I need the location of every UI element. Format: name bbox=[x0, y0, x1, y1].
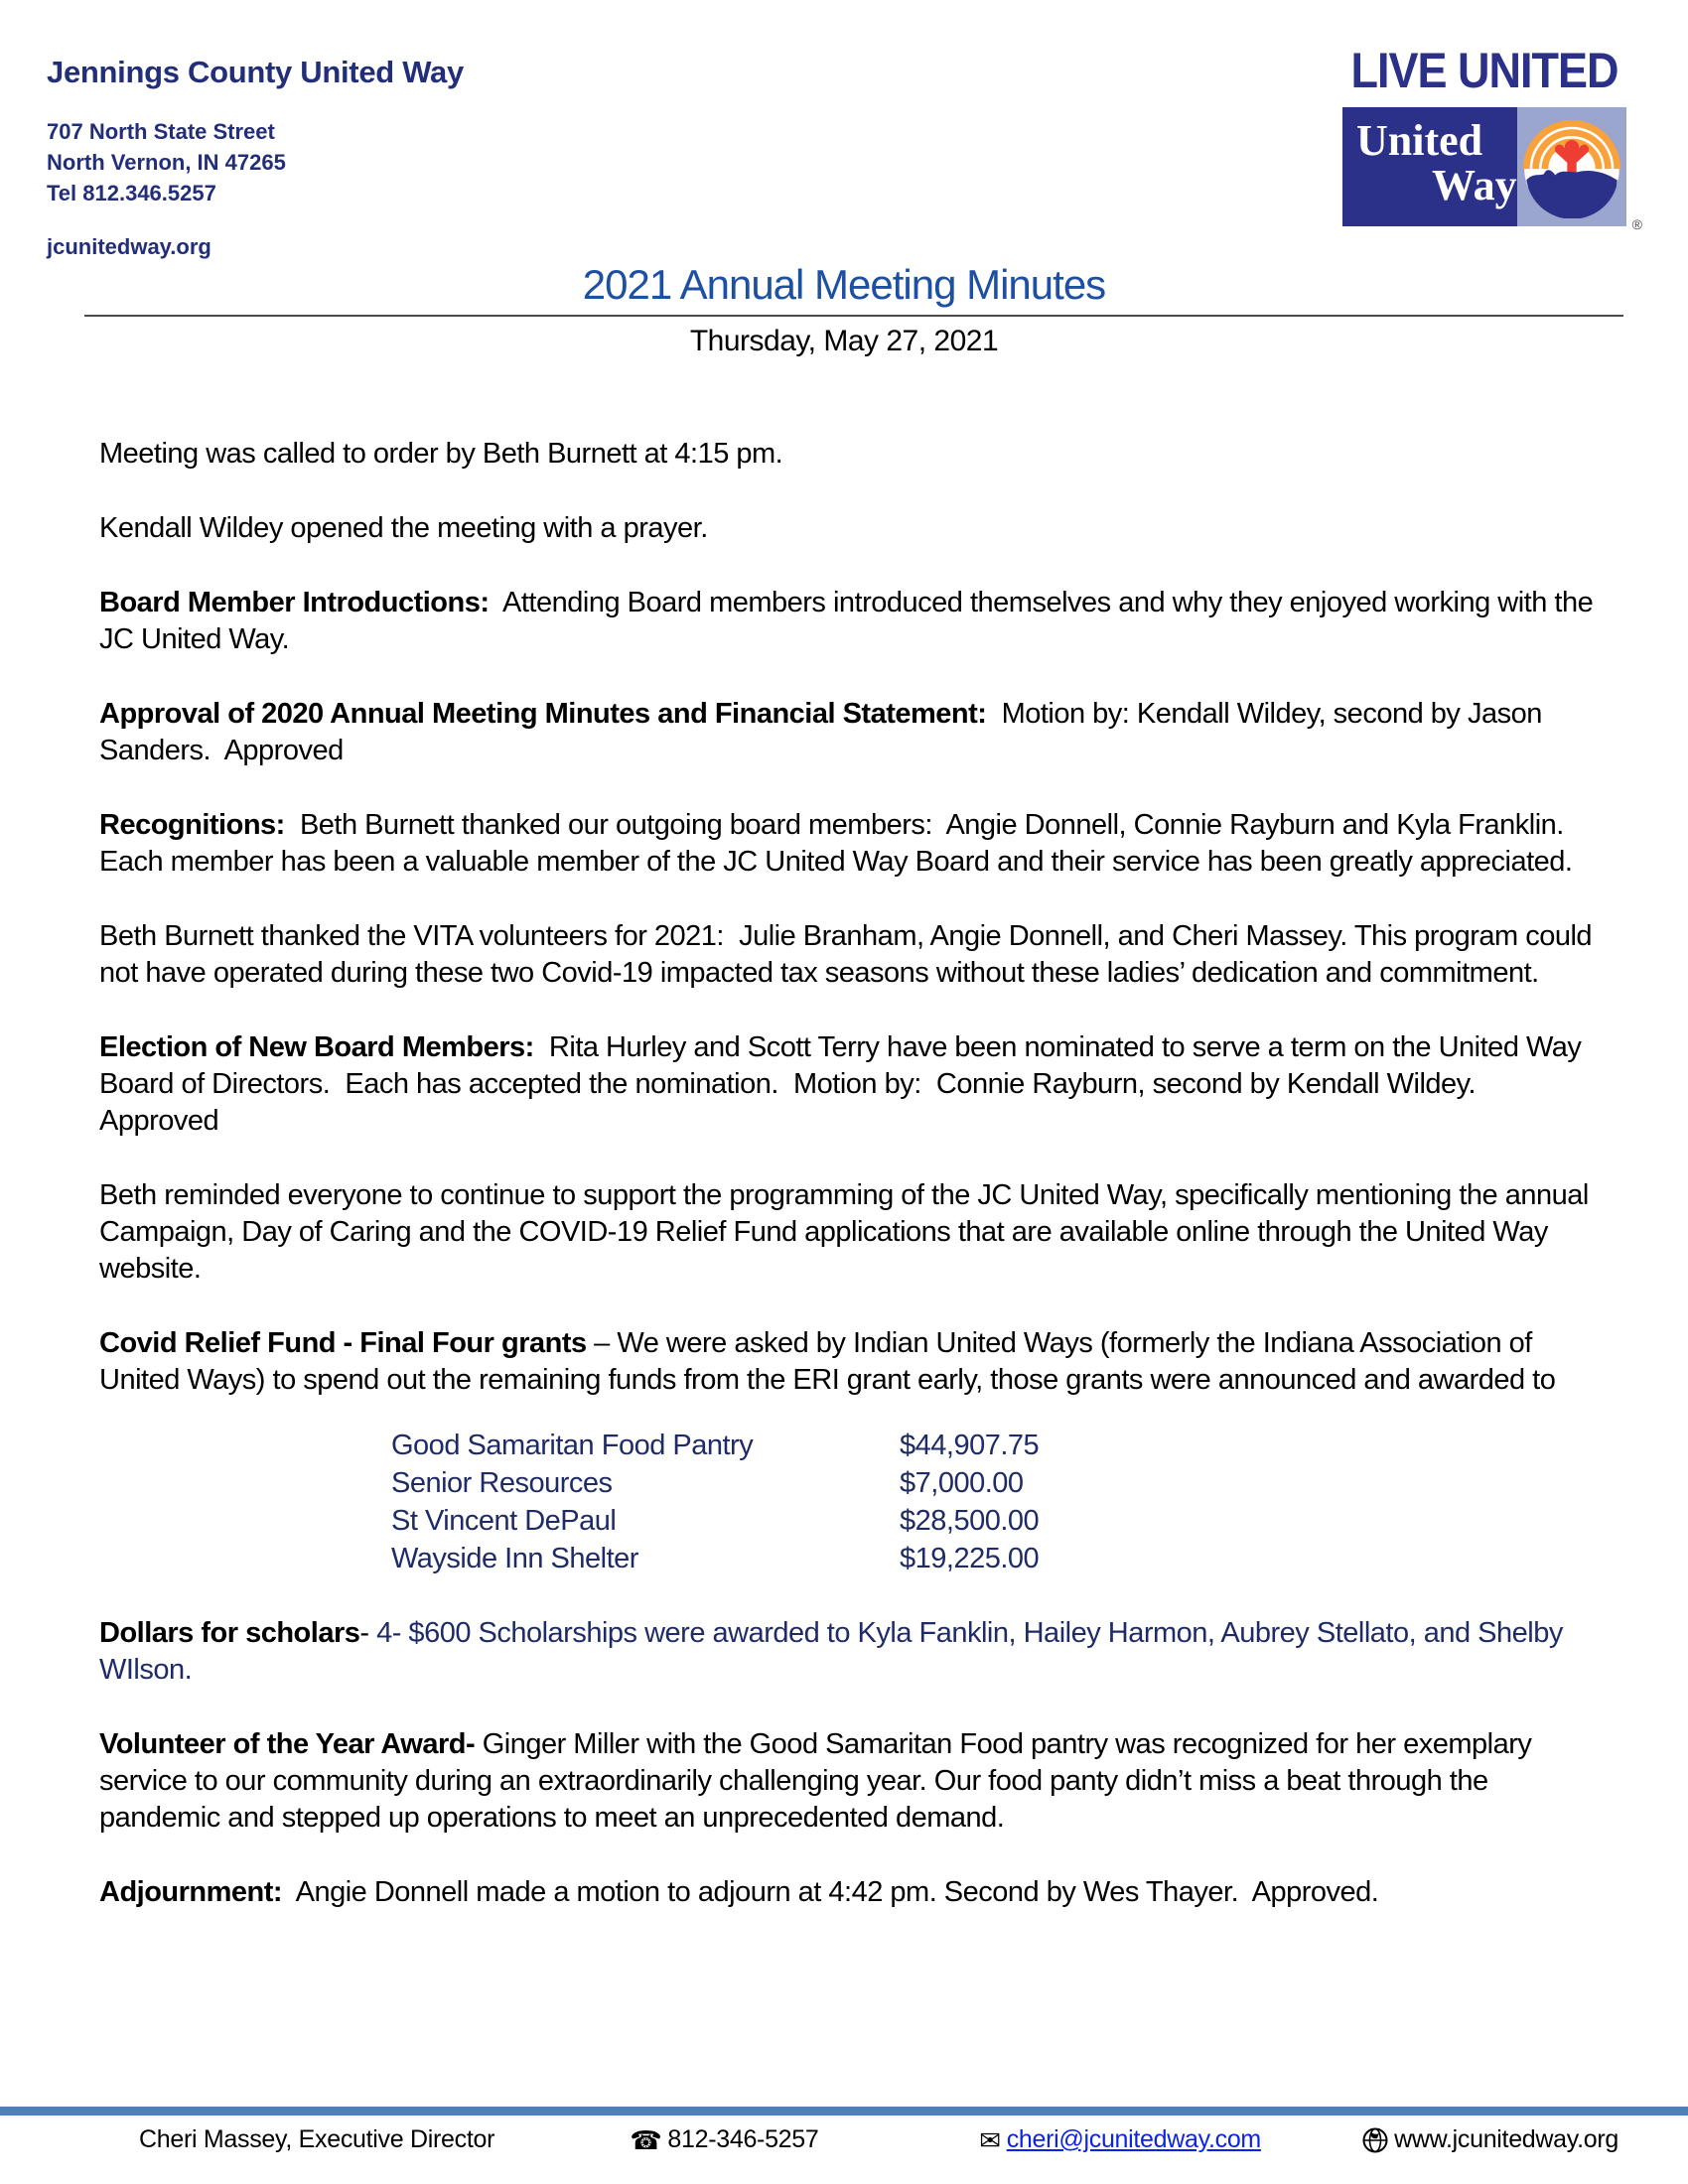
wordmark-united: United bbox=[1356, 116, 1483, 165]
footer bbox=[0, 2107, 1688, 2154]
email-icon: ✉ bbox=[979, 2124, 1001, 2155]
title-divider bbox=[84, 315, 1623, 317]
paragraph-election-board-members: Election of New Board Members: Rita Hurley and Scott Terry have been nominated to serve a term on the United Way Board of Directors. Each has accepted the nomination. Motion by: Connie Rayburn, second by Kendall Wildey. Approved bbox=[99, 1031, 1589, 1137]
united-way-icon bbox=[1517, 107, 1626, 226]
minutes-body bbox=[0, 436, 1688, 1911]
paragraph-call-to-order: Meeting was called to order by Beth Burnett at 4:15 pm. bbox=[99, 438, 783, 470]
org-name: Jennings County United Way bbox=[47, 55, 464, 89]
paragraph-vita-volunteers: Beth Burnett thanked the VITA volunteers for 2021: Julie Branham, Angie Donnell, and Cheri Massey. This program could not have operated during these two Covid-19 impacted tax seasons without these ladies’ dedication and commitment. bbox=[99, 920, 1600, 989]
footer-email bbox=[979, 2125, 1261, 2154]
org-website: jcunitedway.org bbox=[47, 234, 211, 259]
grant-name: Good Samaritan Food Pantry bbox=[391, 1430, 754, 1461]
united-way-wordmark bbox=[1342, 107, 1517, 226]
grant-amount: $7,000.00 bbox=[900, 1467, 1024, 1499]
grant-row bbox=[391, 1502, 1601, 1540]
email-link[interactable]: cheri@jcunitedway.com bbox=[1006, 2125, 1261, 2153]
globe-icon bbox=[1362, 2127, 1388, 2153]
org-address bbox=[47, 116, 464, 208]
paragraph-dollars-for-scholars: Dollars for scholars- 4- $600 Scholarships were awarded to Kyla Fanklin, Hailey Harmon, Aubrey Stellato, and Shelby WIlson. bbox=[99, 1617, 1571, 1686]
paragraph-covid-relief-fund: Covid Relief Fund - Final Four grants – We were asked by Indian United Ways (formerly the Indiana Association of United Ways) to spend out the remaining funds from the ERI grant early, those grants were announced and awarded to bbox=[99, 1327, 1556, 1396]
footer-divider-bar bbox=[0, 2107, 1688, 2116]
live-united-tagline: LIVE UNITED bbox=[1350, 42, 1618, 99]
org-block bbox=[47, 55, 464, 260]
rainbow-hand-person-icon bbox=[1520, 115, 1623, 218]
footer-website: www.jcunitedway.org bbox=[1362, 2125, 1618, 2154]
page-title: 2021 Annual Meeting Minutes bbox=[582, 261, 1106, 308]
footer-director-name: Cheri Massey, Executive Director bbox=[139, 2125, 495, 2153]
footer-contact-row bbox=[0, 2116, 1688, 2154]
wordmark-way: Way bbox=[1432, 161, 1517, 209]
address-phone: Tel 812.346.5257 bbox=[47, 181, 216, 205]
address-city: North Vernon, IN 47265 bbox=[47, 150, 286, 175]
paragraph-prayer: Kendall Wildey opened the meeting with a prayer. bbox=[99, 512, 708, 544]
paragraph-adjournment: Adjournment: Angie Donnell made a motion to adjourn at 4:42 pm. Second by Wes Thayer. Approved. bbox=[99, 1876, 1379, 1908]
united-way-logo bbox=[1342, 42, 1642, 232]
address-street: 707 North State Street bbox=[47, 119, 275, 144]
paragraph-approval-minutes: Approval of 2020 Annual Meeting Minutes and Financial Statement: Motion by: Kendall Wildey, second by Jason Sanders. Approved bbox=[99, 698, 1550, 766]
grants-table bbox=[99, 1427, 1601, 1577]
paragraph-board-introductions: Board Member Introductions: Attending Board members introduced themselves and why they enjoyed working with the JC United Way. bbox=[99, 587, 1601, 655]
grant-name: St Vincent DePaul bbox=[391, 1505, 617, 1537]
registered-trademark: ® bbox=[1631, 216, 1642, 232]
paragraph-programming-support: Beth reminded everyone to continue to support the programming of the JC United Way, specifically mentioning the annual Campaign, Day of Caring and the COVID-19 Relief Fund applications that are available online through the United Way website. bbox=[99, 1179, 1597, 1285]
paragraph-recognitions: Recognitions: Beth Burnett thanked our outgoing board members: Angie Donnell, Connie Rayburn and Kyla Franklin. Each member has been a valuable member of the JC United Way Board and their service has been greatly appreciated. bbox=[99, 809, 1579, 878]
grant-row bbox=[391, 1464, 1601, 1502]
footer-phone: ☎ 812-346-5257 bbox=[630, 2124, 819, 2155]
grant-name: Senior Resources bbox=[391, 1467, 613, 1499]
grant-amount: $44,907.75 bbox=[900, 1430, 1040, 1461]
grant-name: Wayside Inn Shelter bbox=[391, 1543, 638, 1574]
grant-amount: $28,500.00 bbox=[900, 1505, 1040, 1537]
grant-row bbox=[391, 1427, 1601, 1464]
grant-amount: $19,225.00 bbox=[900, 1543, 1040, 1574]
grant-row bbox=[391, 1540, 1601, 1577]
phone-icon: ☎ bbox=[630, 2124, 662, 2155]
meeting-date: Thursday, May 27, 2021 bbox=[689, 325, 999, 357]
letterhead bbox=[0, 0, 1688, 259]
paragraph-volunteer-of-the-year: Volunteer of the Year Award- Ginger Miller with the Good Samaritan Food pantry was recognized for her exemplary service to our community during an extraordinarily challenging year. Our food panty didn’t miss a beat through the pandemic and stepped up operations to meet an unprecedented demand. bbox=[99, 1728, 1539, 1834]
title-block bbox=[0, 261, 1688, 358]
united-way-logo-box bbox=[1342, 107, 1642, 232]
